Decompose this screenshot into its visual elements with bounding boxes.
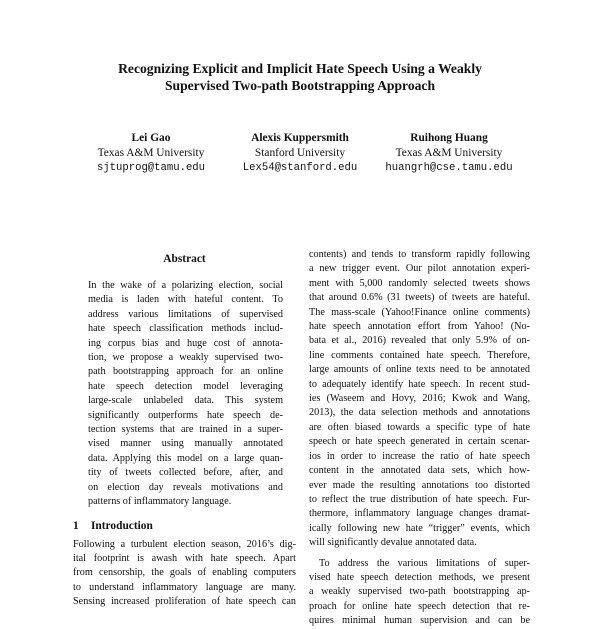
body-line: from censorship, the goals of enabling computers [73, 567, 296, 579]
author-email: huangrh@cse.tamu.edu [385, 162, 513, 174]
body-line: The mass-scale (Yahoo!Finance online comments) [309, 306, 530, 318]
author-3 [364, 131, 534, 176]
body-line: a weakly supervised two-path bootstrapping ap- [309, 586, 530, 598]
body-line: bata et al., 2016) revealed that only 5.9% of on- [309, 335, 530, 347]
body-line: 2013), the data selection methods and annotations [309, 407, 530, 419]
body-line: to understand inflammatory language are many. [73, 581, 296, 593]
body-line: hate speech annotation effort from Yahoo! (No- [309, 321, 530, 333]
body-paragraph-1 [309, 248, 530, 551]
abstract-line: on election day reveals motivations and [88, 481, 283, 493]
author-affiliation: Texas A&M University [395, 147, 503, 159]
author-email: sjtuprog@tamu.edu [96, 162, 206, 174]
abstract-line: In the wake of a polarizing election, social [88, 280, 283, 291]
abstract-line: ing corpus bias and huge cost of annota- [88, 337, 283, 349]
abstract-line: tity of tweets collected before, after, and [88, 467, 283, 479]
body-line: are often biased towards a specific type of hate [309, 421, 530, 433]
abstract-line: path bootstrapping approach for an online [88, 366, 283, 378]
body-line: to reflect the true distribution of hate speech. Fur- [309, 493, 530, 505]
author-2 [215, 131, 385, 176]
abstract-line: large-scale unlabeled data. This system [88, 395, 283, 407]
abstract-line: media is laden with hateful content. To [88, 294, 283, 306]
section-number: 1 [73, 519, 79, 532]
body-line: that around 0.6% (31 tweets) of tweets are hateful. [309, 292, 530, 304]
body-line: ment with 5,000 randomly selected tweets shows [309, 277, 530, 289]
section-title: Introduction [91, 519, 153, 532]
body-line: To address the various limitations of super- [319, 557, 530, 569]
author-block [0, 131, 600, 181]
body-line: ital footprint is awash with hate speech. Apart [73, 552, 296, 564]
body-line: content in the annotated data sets, which how- [309, 465, 530, 477]
abstract-heading: Abstract [163, 253, 206, 265]
author-name: Alexis Kuppersmith [251, 132, 349, 144]
body-line: thermore, inflammatory language changes dramat- [309, 508, 530, 520]
body-paragraph-2 [309, 557, 530, 629]
body-line: contents) and tends to transform rapidly following [309, 249, 530, 260]
section-heading-introduction [73, 519, 296, 533]
body-line: ever made the resulting annotations too distorted [309, 479, 530, 491]
right-column [309, 248, 530, 629]
abstract-line: hate speech classification methods includ- [88, 323, 283, 335]
author-affiliation: Stanford University [254, 147, 346, 159]
author-email: Lex54@stanford.edu [242, 162, 358, 174]
body-line: speech or hate speech generated in certain scenar- [309, 436, 530, 448]
title-line-1: Recognizing Explicit and Implicit Hate Speech Using a Weakly [118, 61, 482, 76]
author-name: Lei Gao [131, 132, 171, 144]
abstract-line: tion, we propose a weakly supervised two- [88, 352, 283, 364]
abstract-line: data. Applying this model on a large quan- [88, 452, 283, 464]
body-line: proach for online hate speech detection that re- [309, 600, 530, 612]
title-line-2: Supervised Two-path Bootstrapping Approach [164, 78, 436, 93]
body-line: Sensing increased proliferation of hate speech can [73, 596, 296, 608]
author-1 [66, 131, 236, 176]
body-line: to adequately identify hate speech. In recent stud- [309, 378, 530, 390]
body-line: ios in order to increase the ratio of hate speech [309, 450, 530, 462]
abstract-line: significantly outperforms hate speech de- [88, 409, 283, 421]
abstract-line: address various limitations of supervised [88, 308, 283, 320]
intro-paragraph [73, 538, 296, 610]
body-line: quires minimal human supervision and can be [309, 615, 530, 627]
body-line: ies (Waseem and Hovy, 2016; Kwok and Wang, [309, 393, 530, 405]
body-line: ically following new hate “trigger” events, which [309, 522, 530, 534]
body-line: Following a turbulent election season, 2016’s dig- [73, 538, 296, 550]
author-name: Ruihong Huang [410, 132, 488, 144]
body-line: line comments contained hate speech. Therefore, [309, 349, 530, 361]
body-line: will significantly devalue annotated data. [309, 537, 477, 549]
abstract-line: hate speech detection model leveraging [88, 380, 283, 392]
left-column [73, 248, 296, 610]
abstract-body [88, 279, 283, 510]
body-line: a new trigger event. Our pilot annotation experi- [309, 263, 530, 275]
abstract-line: patterns of inflammatory language. [88, 496, 232, 508]
body-line: large amounts of online texts need to be annotated [309, 364, 530, 376]
abstract-line: tection systems that are trained in a super- [88, 424, 283, 436]
author-affiliation: Texas A&M University [97, 147, 205, 159]
paper-title [60, 60, 540, 94]
abstract-line: vised manner using manually annotated [88, 438, 283, 450]
body-line: vised hate speech detection methods, we present [309, 571, 530, 583]
